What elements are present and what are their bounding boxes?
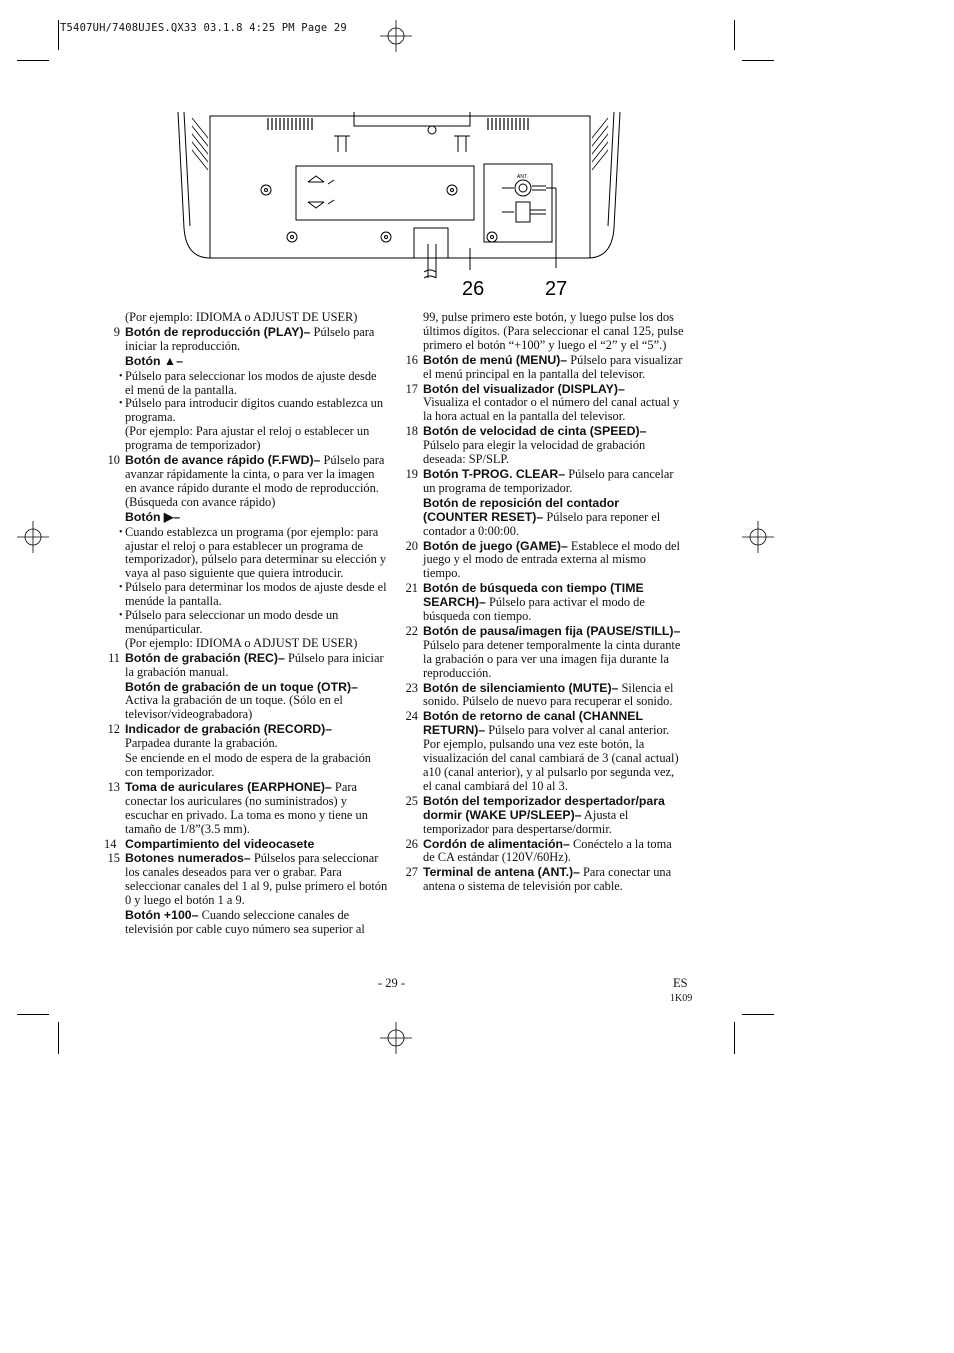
item-12 — [104, 723, 388, 751]
item-text: Conéctelo a la toma de CA estándar (120V/60Hz). — [423, 836, 672, 865]
item-heading: Compartimiento del videocasete — [125, 836, 315, 851]
item-number: 15 — [107, 851, 120, 866]
item-heading: Botón T-PROG. CLEAR– — [423, 466, 566, 481]
sub-text: Activa la grabación de un toque. (Sólo en el televisor/videograbadora) — [125, 693, 343, 722]
crop-mark — [58, 1022, 59, 1054]
item-text: Púlselo para iniciar la reproducción. — [125, 324, 375, 353]
item-text: Parpadea durante la grabación. — [125, 736, 278, 751]
crop-mark — [58, 20, 59, 50]
item-heading: Botón de reproducción (PLAY)– — [125, 324, 311, 339]
item-text: Para conectar los auriculares (no suministrados) y escuchar en privado. La toma es mono y tiene un tamaño de 1/8”(3.5 mm). — [125, 779, 368, 836]
sub-heading: Botón +100– — [125, 908, 199, 923]
ant-label: ANT. — [517, 174, 528, 180]
item-text: Establece el modo del juego y el modo de entrada externa al mismo tiempo. — [423, 538, 680, 581]
item-number: 17 — [405, 381, 418, 396]
item-number: 21 — [405, 581, 418, 596]
item-number: 26 — [405, 836, 418, 851]
print-slug: T5407UH/7408UJES.QX33 03.1.8 4:25 PM Page 29 — [60, 22, 347, 34]
sub-text: Púlselo para reponer el contador a 0:00:00. — [423, 509, 661, 538]
registration-mark — [742, 521, 774, 553]
item-number: 14 — [104, 836, 117, 851]
item-heading: Botón de menú (MENU)– — [423, 352, 568, 367]
item-22 — [402, 625, 686, 681]
bullet-item: • Púlselo para introducir dígitos cuando establezca un programa. — [104, 397, 388, 425]
item-11 — [104, 652, 388, 680]
item-15 — [104, 852, 388, 908]
sub-entry — [104, 681, 388, 723]
item-heading: Indicador de grabación (RECORD)– — [125, 722, 333, 737]
item-heading: Botón de pausa/imagen fija (PAUSE/STILL)– — [423, 623, 681, 638]
item-heading: Botón de retorno de canal (CHANNEL RETURN)– — [423, 709, 643, 738]
continuation-text: 99, pulse primero este botón, y luego pulse los dos últimos dígitos. (Para seleccionar el canal 125, pulse primero el botón “+100” y luego el “2” y el “5”.) — [423, 310, 684, 352]
crop-mark — [17, 60, 49, 61]
item-heading: Botón de búsqueda con tiempo (TIME SEARCH)– — [423, 581, 644, 610]
crop-mark — [734, 20, 735, 50]
sub-heading: Botón de grabación de un toque (OTR)– — [125, 679, 358, 694]
item-14 — [104, 838, 388, 852]
crop-mark — [742, 1014, 774, 1015]
item-text: Visualiza el contador o el número del canal actual y la hora actual en la pantalla del televisor. — [423, 395, 680, 424]
item-number: 19 — [405, 466, 418, 481]
item-text: Púlselo para iniciar la grabación manual. — [125, 650, 384, 679]
item-text: Ajusta el temporizador para despertarse/dormir. — [423, 807, 629, 836]
item-number: 23 — [405, 680, 418, 695]
example-note: (Por ejemplo: IDIOMA o ADJUST DE USER) — [125, 635, 358, 650]
item-number: 24 — [405, 709, 418, 724]
item-text: Silencia el sonido. Púlselo de nuevo para recuperar el sonido. — [423, 680, 674, 709]
crop-mark — [17, 1014, 49, 1015]
item-17 — [402, 383, 686, 425]
item-heading: Terminal de antena (ANT.)– — [423, 865, 580, 880]
item-heading: Botón del temporizador despertador/para dormir (WAKE UP/SLEEP)– — [423, 793, 665, 822]
item-number: 11 — [108, 650, 120, 665]
bullet-item: • Púlselo para seleccionar los modos de ajuste desde el menú de la pantalla. — [104, 370, 388, 398]
item-text: Púlselo para detener temporalmente la cinta durante la grabación o para ver una imagen fija durante la reproducción. — [423, 637, 681, 680]
item-text: Púlselo para cancelar un programa de temporizador. — [423, 466, 674, 495]
item-text: Púlselos para seleccionar los canales deseados para ver o grabar. Para seleccionar canales del 1 al 9, pulse primero el botón 0 y luego el botón 1 a 9. — [125, 851, 388, 908]
callout-26: 26 — [462, 278, 485, 300]
sub-heading: Botón ▶– — [125, 509, 181, 524]
sub-entry — [402, 497, 686, 539]
example-note: (Por ejemplo: Para ajustar el reloj o establecer un programa de temporizador) — [125, 424, 370, 453]
page-number: - 29 - — [378, 976, 406, 990]
document-code: 1K09 — [670, 993, 693, 1004]
crop-mark — [742, 60, 774, 61]
sub-heading: Botón ▲– — [125, 353, 183, 368]
item-16 — [402, 354, 686, 382]
item-23 — [402, 682, 686, 710]
item-heading: Botón de avance rápido (F.FWD)– — [125, 453, 321, 468]
item-heading: Botones numerados– — [125, 851, 251, 866]
sub-heading: Botón de reposición del contador (COUNTER RESET)– — [423, 495, 620, 524]
item-text: Para conectar una antena o sistema de televisión por cable. — [423, 865, 672, 894]
item-heading: Toma de auriculares (EARPHONE)– — [125, 779, 332, 794]
item-number: 12 — [107, 722, 120, 737]
item-number: 16 — [405, 352, 418, 367]
item-number: 25 — [405, 793, 418, 808]
item-heading: Cordón de alimentación– — [423, 836, 570, 851]
crop-mark — [734, 1022, 735, 1054]
item-21 — [402, 582, 686, 624]
left-column — [104, 311, 388, 938]
right-column — [402, 311, 686, 895]
item-text: Púlselo para activar el modo de búsqueda con tiempo. — [423, 595, 645, 624]
item-text: Púlselo para elegir la velocidad de grabación deseada: SP/SLP. — [423, 438, 646, 467]
item-9 — [104, 326, 388, 354]
item-text: Púlselo para volver al canal anterior. Por ejemplo, pulsando una vez este botón, la visualización del canal cambiará de 3 (canal actual) a10 (canal anterior), y al pulsarlo por segunda vez, el canal cambiará del 10 al 3. — [423, 723, 679, 793]
item-text: Púlselo para avanzar rápidamente la cinta, o para ver la imagen en avance rápido durante el modo de reproducción. (Búsqueda con avance rápido) — [125, 453, 385, 509]
item-25 — [402, 795, 686, 837]
item-heading: Botón de grabación (REC)– — [125, 650, 285, 665]
item-heading: Botón de silenciamiento (MUTE)– — [423, 680, 619, 695]
sub-text: Cuando seleccione canales de televisión por cable cuyo número sea superior al — [125, 908, 365, 936]
tv-rear-panel-illustration — [170, 108, 630, 300]
item-number: 22 — [405, 623, 418, 638]
item-19 — [402, 468, 686, 496]
language-code: ES — [673, 976, 688, 990]
item-number: 9 — [113, 324, 120, 339]
item-10 — [104, 454, 388, 510]
intro-note: (Por ejemplo: IDIOMA o ADJUST DE USER) — [125, 310, 358, 324]
item-heading: Botón de velocidad de cinta (SPEED)– — [423, 424, 647, 439]
registration-mark — [380, 20, 412, 52]
item-number: 18 — [405, 424, 418, 439]
item-18 — [402, 425, 686, 467]
item-20 — [402, 540, 686, 582]
item-13 — [104, 781, 388, 837]
sub-entry — [104, 909, 388, 937]
item-heading: Botón del visualizador (DISPLAY)– — [423, 381, 625, 396]
callout-27: 27 — [545, 278, 568, 300]
item-text: Púlselo para visualizar el menú principal en la pantalla del televisor. — [423, 352, 683, 381]
item-heading: Botón de juego (GAME)– — [423, 538, 568, 553]
item-note: Se enciende en el modo de espera de la grabación con temporizador. — [125, 751, 371, 779]
bullet-item: • Cuando establezca un programa (por ejemplo: para ajustar el reloj o para establecer un programa de temporizador), púlselo para determinar su elección y vaya al paso siguiente que quiera introducir. — [104, 526, 388, 582]
bullet-item: • Púlselo para seleccionar un modo desde un menúparticular. — [104, 609, 388, 637]
registration-mark — [17, 521, 49, 553]
item-27 — [402, 866, 686, 894]
item-number: 27 — [405, 865, 418, 880]
item-number: 20 — [405, 538, 418, 553]
registration-mark — [380, 1022, 412, 1054]
item-24 — [402, 710, 686, 793]
bullet-item: • Púlselo para determinar los modos de ajuste desde el menúde la pantalla. — [104, 581, 388, 609]
item-number: 13 — [107, 779, 120, 794]
item-number: 10 — [107, 453, 120, 468]
item-26 — [402, 838, 686, 866]
